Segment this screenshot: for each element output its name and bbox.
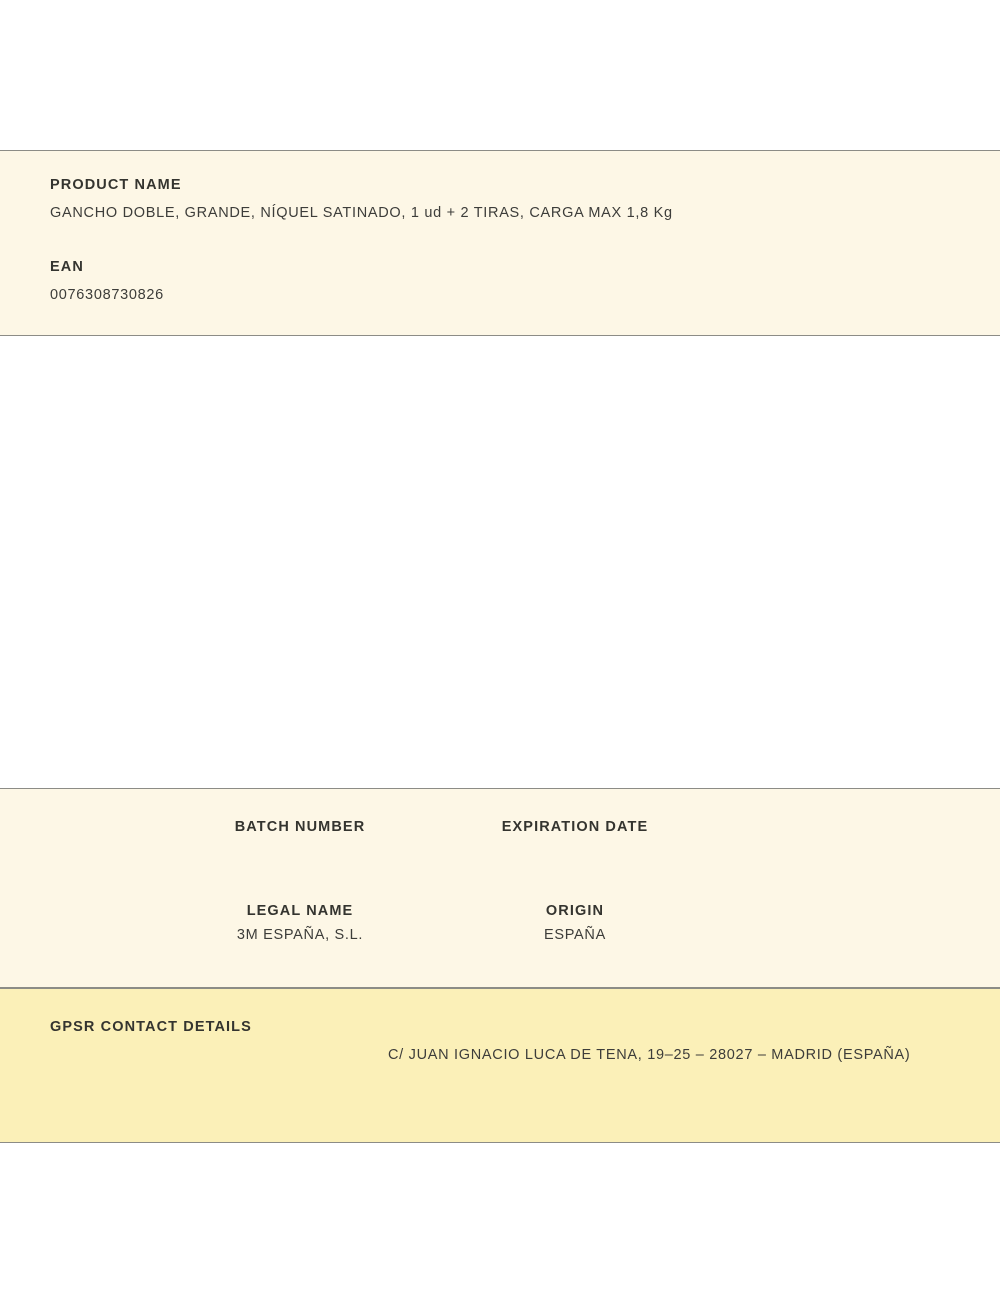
ean-label: EAN <box>50 259 84 275</box>
legal-name-label: LEGAL NAME <box>246 903 354 919</box>
product-name-group <box>50 177 950 221</box>
expiration-date-label: EXPIRATION DATE <box>501 819 649 835</box>
legal-name-value: 3M ESPAÑA, S.L. <box>236 927 364 943</box>
details-row-batch <box>0 819 1000 843</box>
product-name-label: PRODUCT NAME <box>50 177 182 193</box>
gpsr-contact-label: GPSR CONTACT DETAILS <box>50 1019 252 1035</box>
top-blank-area <box>0 0 1000 150</box>
details-spacer-left-2 <box>0 903 150 943</box>
batch-number-cell <box>150 819 450 843</box>
details-section <box>0 788 1000 988</box>
ean-value: 0076308730826 <box>50 287 164 303</box>
legal-name-cell <box>150 903 450 943</box>
product-section <box>0 150 1000 336</box>
expiration-date-cell <box>450 819 700 843</box>
gpsr-section <box>0 988 1000 1143</box>
bottom-blank-area <box>0 1143 1000 1300</box>
origin-cell <box>450 903 700 943</box>
batch-number-label: BATCH NUMBER <box>234 819 366 835</box>
details-spacer-right <box>700 819 1000 843</box>
details-spacer-right-2 <box>700 903 1000 943</box>
details-spacer-left <box>0 819 150 843</box>
ean-group <box>50 259 950 303</box>
gpsr-contact-address: C/ JUAN IGNACIO LUCA DE TENA, 19–25 – 28027 – MADRID (ESPAÑA) <box>388 1047 911 1063</box>
origin-label: ORIGIN <box>545 903 605 919</box>
middle-blank-area <box>0 336 1000 788</box>
details-row-legal <box>0 903 1000 943</box>
origin-value: ESPAÑA <box>544 927 606 943</box>
product-name-value: GANCHO DOBLE, GRANDE, NÍQUEL SATINADO, 1 ud + 2 TIRAS, CARGA MAX 1,8 Kg <box>50 205 673 221</box>
